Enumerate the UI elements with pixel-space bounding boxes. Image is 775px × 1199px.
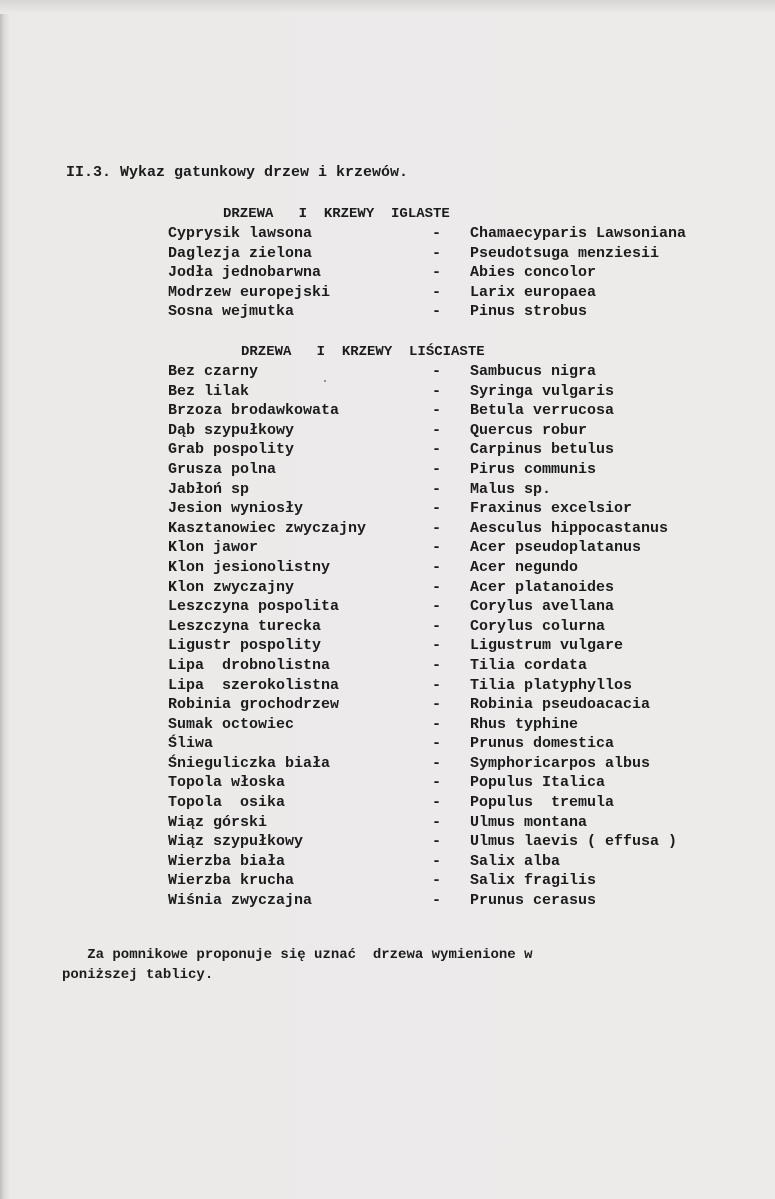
conifers-list bbox=[0, 225, 775, 323]
latin-name: Populus tremula bbox=[470, 794, 615, 812]
latin-name: Syringa vulgaris bbox=[470, 382, 615, 400]
species-row bbox=[0, 853, 775, 873]
latin-name: Sambucus nigra bbox=[470, 363, 597, 380]
species-row bbox=[0, 892, 775, 912]
polish-name: Leszczyna turecka bbox=[168, 617, 322, 635]
polish-name: Jabłoń sp bbox=[168, 480, 250, 498]
separator-dash: - bbox=[432, 656, 442, 674]
species-row bbox=[0, 402, 775, 422]
species-row bbox=[0, 872, 775, 892]
polish-name: Cyprysik lawsona bbox=[168, 225, 313, 242]
species-row bbox=[0, 677, 775, 697]
species-row bbox=[0, 422, 775, 442]
latin-name: Pseudotsuga menziesii bbox=[470, 244, 660, 262]
species-row bbox=[0, 814, 775, 834]
separator-dash: - bbox=[432, 833, 442, 851]
species-row bbox=[0, 264, 775, 284]
paragraph-line: Za pomnikowe proponuje się uznać drzewa wymienione w bbox=[62, 947, 533, 963]
latin-name: Aesculus hippocastanus bbox=[470, 519, 669, 537]
species-row bbox=[0, 245, 775, 265]
species-row bbox=[0, 618, 775, 638]
latin-name: Prunus cerasus bbox=[470, 892, 597, 910]
separator-dash: - bbox=[432, 264, 442, 282]
species-row bbox=[0, 225, 775, 245]
polish-name: Ligustr pospolity bbox=[168, 637, 322, 655]
species-row bbox=[0, 441, 775, 461]
separator-dash: - bbox=[432, 774, 442, 792]
species-row bbox=[0, 735, 775, 755]
latin-name: Populus Italica bbox=[470, 774, 606, 792]
species-row bbox=[0, 481, 775, 501]
latin-name: Chamaecyparis Lawsoniana bbox=[470, 225, 687, 242]
separator-dash: - bbox=[432, 283, 442, 301]
species-row bbox=[0, 716, 775, 736]
polish-name: Wierzba krucha bbox=[168, 872, 295, 890]
scan-edge-shadow bbox=[0, 0, 775, 14]
polish-name: Wierzba biała bbox=[168, 852, 286, 870]
separator-dash: - bbox=[432, 852, 442, 870]
separator-dash: - bbox=[432, 754, 442, 772]
species-row bbox=[0, 383, 775, 403]
separator-dash: - bbox=[432, 421, 442, 439]
species-row bbox=[0, 500, 775, 520]
polish-name: Modrzew europejski bbox=[168, 283, 331, 301]
latin-name: Tilia cordata bbox=[470, 656, 588, 674]
section-title: II.3. Wykaz gatunkowy drzew i krzewów. bbox=[66, 164, 409, 181]
polish-name: Lipa szerokolistna bbox=[168, 676, 340, 694]
separator-dash: - bbox=[432, 794, 442, 812]
species-row bbox=[0, 598, 775, 618]
polish-name: Jesion wyniosły bbox=[168, 500, 304, 518]
separator-dash: - bbox=[432, 696, 442, 714]
species-row bbox=[0, 539, 775, 559]
polish-name: Leszczyna pospolita bbox=[168, 598, 340, 616]
latin-name: Rhus typhine bbox=[470, 715, 579, 733]
separator-dash: - bbox=[432, 480, 442, 498]
deciduous-heading: DRZEWA I KRZEWY LIŚCIASTE bbox=[241, 344, 485, 360]
latin-name: Tilia platyphyllos bbox=[470, 676, 633, 694]
polish-name: Bez czarny bbox=[168, 363, 259, 380]
polish-name: Brzoza brodawkowata bbox=[168, 402, 340, 420]
latin-name: Corylus avellana bbox=[470, 598, 615, 616]
latin-name: Acer negundo bbox=[470, 558, 579, 576]
latin-name: Robinia pseudoacacia bbox=[470, 696, 651, 714]
separator-dash: - bbox=[432, 813, 442, 831]
species-row bbox=[0, 284, 775, 304]
species-row bbox=[0, 755, 775, 775]
polish-name: Topola osika bbox=[168, 794, 286, 812]
polish-name: Dąb szypułkowy bbox=[168, 421, 295, 439]
species-row bbox=[0, 520, 775, 540]
latin-name: Salix alba bbox=[470, 852, 561, 870]
latin-name: Pinus strobus bbox=[470, 303, 588, 321]
polish-name: Wiąz górski bbox=[168, 813, 268, 831]
latin-name: Ulmus montana bbox=[470, 813, 588, 831]
separator-dash: - bbox=[432, 598, 442, 616]
separator-dash: - bbox=[432, 382, 442, 400]
separator-dash: - bbox=[432, 363, 442, 380]
species-row bbox=[0, 303, 775, 323]
polish-name: Klon jawor bbox=[168, 539, 259, 557]
separator-dash: - bbox=[432, 303, 442, 321]
polish-name: Lipa drobnolistna bbox=[168, 656, 331, 674]
latin-name: Fraxinus excelsior bbox=[470, 500, 633, 518]
species-row bbox=[0, 637, 775, 657]
latin-name: Symphoricarpos albus bbox=[470, 754, 651, 772]
species-row bbox=[0, 461, 775, 481]
conifers-heading: DRZEWA I KRZEWY IGLASTE bbox=[223, 206, 450, 222]
species-row bbox=[0, 774, 775, 794]
polish-name: Bez lilak bbox=[168, 382, 250, 400]
polish-name: Klon zwyczajny bbox=[168, 578, 295, 596]
polish-name: Sumak octowiec bbox=[168, 715, 295, 733]
separator-dash: - bbox=[432, 402, 442, 420]
closing-paragraph bbox=[62, 945, 532, 985]
polish-name: Robinia grochodrzew bbox=[168, 696, 340, 714]
separator-dash: - bbox=[432, 735, 442, 753]
polish-name: Daglezja zielona bbox=[168, 244, 313, 262]
separator-dash: - bbox=[432, 519, 442, 537]
latin-name: Carpinus betulus bbox=[470, 441, 615, 459]
separator-dash: - bbox=[432, 225, 442, 242]
latin-name: Abies concolor bbox=[470, 264, 597, 282]
separator-dash: - bbox=[432, 892, 442, 910]
separator-dash: - bbox=[432, 617, 442, 635]
latin-name: Larix europaea bbox=[470, 283, 597, 301]
latin-name: Malus sp. bbox=[470, 480, 552, 498]
separator-dash: - bbox=[432, 637, 442, 655]
deciduous-list bbox=[0, 363, 775, 912]
species-row bbox=[0, 657, 775, 677]
separator-dash: - bbox=[432, 578, 442, 596]
polish-name: Jodła jednobarwna bbox=[168, 264, 322, 282]
separator-dash: - bbox=[432, 441, 442, 459]
polish-name: Grusza polna bbox=[168, 460, 277, 478]
species-row bbox=[0, 794, 775, 814]
polish-name: Śnieguliczka biała bbox=[168, 754, 331, 772]
latin-name: Ligustrum vulgare bbox=[470, 637, 624, 655]
separator-dash: - bbox=[432, 872, 442, 890]
latin-name: Acer platanoides bbox=[470, 578, 615, 596]
species-row bbox=[0, 579, 775, 599]
latin-name: Salix fragilis bbox=[470, 872, 597, 890]
separator-dash: - bbox=[432, 539, 442, 557]
latin-name: Quercus robur bbox=[470, 421, 588, 439]
separator-dash: - bbox=[432, 460, 442, 478]
polish-name: Klon jesionolistny bbox=[168, 558, 331, 576]
polish-name: Kasztanowiec zwyczajny bbox=[168, 519, 367, 537]
species-row bbox=[0, 559, 775, 579]
latin-name: Prunus domestica bbox=[470, 735, 615, 753]
species-row bbox=[0, 363, 775, 383]
paragraph-line: poniższej tablicy. bbox=[62, 967, 214, 983]
latin-name: Acer pseudoplatanus bbox=[470, 539, 642, 557]
polish-name: Sosna wejmutka bbox=[168, 303, 295, 321]
latin-name: Ulmus laevis ( effusa ) bbox=[470, 833, 678, 851]
separator-dash: - bbox=[432, 676, 442, 694]
separator-dash: - bbox=[432, 244, 442, 262]
polish-name: Wiąz szypułkowy bbox=[168, 833, 304, 851]
polish-name: Śliwa bbox=[168, 735, 214, 753]
separator-dash: - bbox=[432, 715, 442, 733]
latin-name: Corylus colurna bbox=[470, 617, 606, 635]
separator-dash: - bbox=[432, 558, 442, 576]
species-row bbox=[0, 696, 775, 716]
polish-name: Topola włoska bbox=[168, 774, 286, 792]
separator-dash: - bbox=[432, 500, 442, 518]
species-row bbox=[0, 833, 775, 853]
polish-name: Wiśnia zwyczajna bbox=[168, 892, 313, 910]
latin-name: Pirus communis bbox=[470, 460, 597, 478]
latin-name: Betula verrucosa bbox=[470, 402, 615, 420]
polish-name: Grab pospolity bbox=[168, 441, 295, 459]
